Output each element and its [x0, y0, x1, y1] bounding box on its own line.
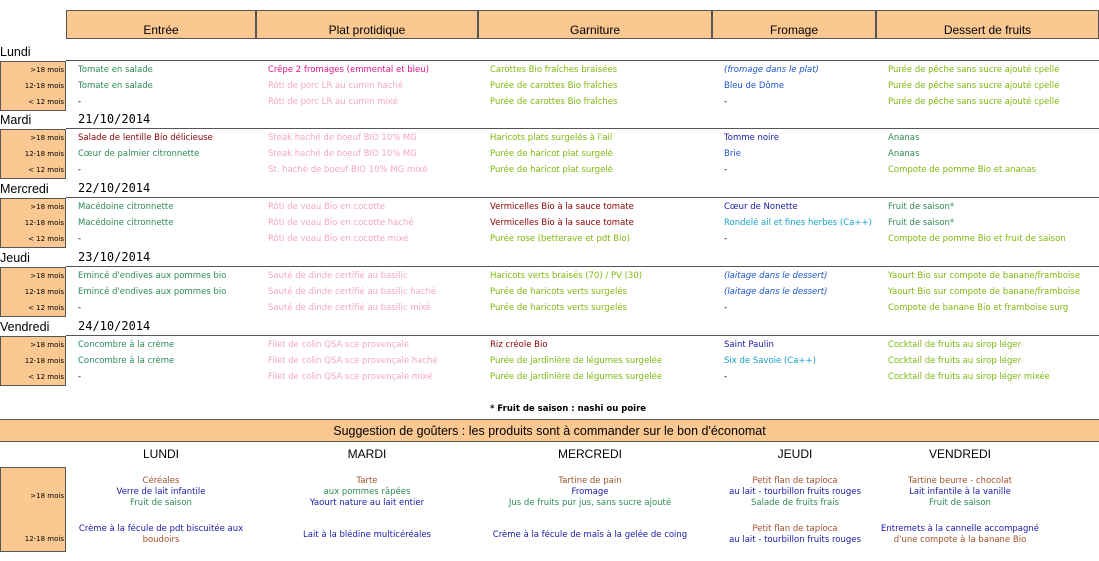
age-label: < 12 mois — [28, 235, 64, 243]
menu-item-entree: - — [78, 234, 82, 244]
header-label: Plat protidique — [328, 23, 406, 37]
menu-item-garniture: Riz créole Bio — [490, 340, 548, 350]
menu-item-entree: - — [78, 165, 82, 175]
menu-item-entree: Emincé d'endives aux pommes bio — [78, 271, 227, 281]
menu-item-garniture: Purée de jardinière de légumes surgelée — [490, 372, 662, 382]
header-label: Dessert de fruits — [943, 23, 1032, 37]
menu-item-plat: Steak haché de boeuf BIO 10% MG — [268, 149, 417, 159]
menu-item-garniture: Carottes Bio fraîches braisées — [490, 65, 618, 75]
snack-day-header: MARDI — [347, 447, 387, 461]
snack-line: Tartine beurre - chocolat — [908, 476, 1012, 486]
menu-item-garniture: Purée de haricots verts surgelés — [490, 287, 627, 297]
menu-item-plat: Steak haché de boeuf BIO 10% MG — [268, 133, 417, 143]
menu-item-garniture: Purée de haricots verts surgelés — [490, 303, 627, 313]
snack-line: aux pommes râpées — [323, 487, 411, 497]
day-label: Mardi — [0, 113, 32, 127]
snack-18 — [860, 476, 1060, 509]
menu-item-fromage: (fromage dans le plat) — [724, 65, 819, 75]
snack-day-header: MERCREDI — [557, 447, 622, 461]
snack-line: Tarte — [356, 476, 378, 486]
menu-item-entree: Tomate en salade — [78, 65, 153, 75]
menu-item-plat: Rôti de porc LR au cumin mixé — [268, 97, 398, 107]
menu-item-dessert: Purée de pêche sans sucre ajouté cpelle — [888, 65, 1060, 75]
menu-item-garniture: Vermicelles Bio à la sauce tomate — [490, 218, 634, 228]
snack-18 — [61, 476, 261, 509]
menu-item-entree: Macédoine citronnette — [78, 202, 174, 212]
snack-title: Suggestion de goûters : les produits sont à commander sur le bon d'économat — [0, 419, 1099, 442]
menu-item-dessert: Compote de banane Bio et framboise surg — [888, 303, 1069, 313]
menu-item-dessert: Ananas — [888, 149, 920, 159]
menu-item-plat: Crêpe 2 fromages (emmental et bleu) — [268, 65, 429, 75]
snack-line: Crème à la fécule de pdt biscuitée aux — [78, 524, 244, 534]
snack-line: Petit flan de tapioca — [752, 476, 838, 486]
snack-age-label: >18 mois — [30, 492, 64, 500]
day-date: 22/10/2014 — [78, 181, 151, 195]
menu-item-dessert: Purée de pêche sans sucre ajouté cpelle — [888, 81, 1060, 91]
snack-line: Jus de fruits pur jus, sans sucre ajouté — [508, 498, 672, 508]
day-label: Mercredi — [0, 182, 49, 196]
day-label: Jeudi — [0, 251, 30, 265]
day-label: Lundi — [0, 45, 31, 59]
snack-12 — [61, 524, 261, 546]
age-label: >18 mois — [30, 134, 64, 142]
menu-item-dessert: Compote de pomme Bio et fruit de saison — [888, 234, 1066, 244]
menu-item-dessert: Yaourt Bio sur compote de banane/framboise — [888, 271, 1081, 281]
menu-item-dessert: Cocktail de fruits au sirop léger — [888, 356, 1022, 366]
menu-item-plat: Rôti de veau Bio en cocotte — [268, 202, 386, 212]
header-fromage — [712, 10, 876, 39]
day-date: 21/10/2014 — [78, 112, 151, 126]
menu-item-entree: Macédoine citronnette — [78, 218, 174, 228]
divider — [66, 128, 1099, 129]
menu-item-garniture: Vermicelles Bio à la sauce tomate — [490, 202, 634, 212]
menu-item-entree: - — [78, 303, 82, 313]
menu-item-plat: St. haché de boeuf BIO 10% MG mixé — [268, 165, 428, 175]
snack-line: Tartine de pain — [558, 476, 622, 486]
menu-item-fromage: Bleu de Dôme — [724, 81, 785, 91]
snack-age-label: 12-18 mois — [24, 535, 64, 543]
menu-item-fromage: - — [724, 165, 728, 175]
menu-item-fromage: (laitage dans le dessert) — [724, 287, 828, 297]
divider — [66, 197, 1099, 198]
snack-line: Lait à la blédine multicéréales — [303, 530, 431, 540]
snack-line: Petit flan de tapioca — [752, 524, 838, 534]
menu-item-plat: Filet de colin QSA sce provençale mixé — [268, 372, 433, 382]
snack-line: Yaourt nature au lait entier — [309, 498, 425, 508]
menu-item-garniture: Haricots verts braisés (70) / PV (30) — [490, 271, 643, 281]
menu-item-fromage: Brie — [724, 149, 741, 159]
snack-line: boudoirs — [142, 535, 180, 545]
age-label: >18 mois — [30, 66, 64, 74]
menu-item-entree: Concombre à la crème — [78, 356, 175, 366]
snack-line: au lait - tourbillon fruits rouges — [729, 535, 861, 545]
menu-item-entree: Concombre à la crème — [78, 340, 175, 350]
menu-item-fromage: - — [724, 303, 728, 313]
snack-18 — [490, 476, 690, 509]
snack-line: Salade de fruits frais — [750, 498, 839, 508]
menu-item-dessert: Cocktail de fruits au sirop léger mixée — [888, 372, 1050, 382]
menu-item-garniture: Purée de carottes Bio fraîches — [490, 97, 618, 107]
menu-item-plat: Rôti de veau Bio en cocotte mixé — [268, 234, 409, 244]
menu-item-fromage: Rondelé ail et fines herbes (Ca++) — [724, 218, 872, 228]
menu-item-entree: Tomate en salade — [78, 81, 153, 91]
snack-18 — [267, 476, 467, 509]
menu-item-dessert: Cocktail de fruits au sirop léger — [888, 340, 1022, 350]
menu-item-plat: Sauté de dinde certifié au basilic — [268, 271, 408, 281]
age-label: 12-18 mois — [24, 150, 64, 158]
snack-line: Fruit de saison — [929, 498, 991, 508]
menu-item-dessert: Purée de pêche sans sucre ajouté cpelle — [888, 97, 1060, 107]
menu-item-entree: Salade de lentille Bio délicieuse — [78, 133, 213, 143]
menu-item-entree: - — [78, 372, 82, 382]
menu-item-fromage: (laitage dans le dessert) — [724, 271, 828, 281]
day-date: 23/10/2014 — [78, 250, 151, 264]
snack-line: Verre de lait infantile — [116, 487, 206, 497]
age-label: < 12 mois — [28, 166, 64, 174]
menu-item-entree: Cœur de palmier citronnette — [78, 149, 200, 159]
snack-line: Entremets à la cannelle accompagné — [881, 524, 1039, 534]
snack-12 — [860, 524, 1060, 546]
menu-item-plat: Filet de colin QSA sce provençale — [268, 340, 410, 350]
snack-day-header: LUNDI — [142, 447, 179, 461]
age-label: >18 mois — [30, 203, 64, 211]
menu-item-plat: Rôti de porc LR au cumin haché — [268, 81, 404, 91]
age-label: 12-18 mois — [24, 219, 64, 227]
snack-12 — [490, 530, 690, 541]
header-plat — [256, 10, 478, 39]
snack-day-header: VENDREDI — [928, 447, 991, 461]
header-label: Entrée — [143, 23, 179, 37]
snack-line: Fruit de saison — [130, 498, 192, 508]
snack-line: au lait - tourbillon fruits rouges — [729, 487, 861, 497]
snack-line: d'une compote à la banane Bio — [893, 535, 1027, 545]
menu-item-fromage: Cœur de Nonette — [724, 202, 798, 212]
menu-item-dessert: Fruit de saison* — [888, 218, 955, 228]
snack-day-header: JEUDI — [777, 447, 813, 461]
menu-item-garniture: Purée de haricot plat surgelé — [490, 149, 613, 159]
header-garniture — [478, 10, 712, 39]
menu-item-fromage: - — [724, 97, 728, 107]
header-dessert — [876, 10, 1099, 39]
menu-item-dessert: Ananas — [888, 133, 920, 143]
menu-item-fromage: - — [724, 234, 728, 244]
menu-item-entree: Emincé d'endives aux pommes bio — [78, 287, 227, 297]
divider — [66, 60, 1099, 61]
divider — [66, 335, 1099, 336]
age-label: >18 mois — [30, 272, 64, 280]
menu-item-fromage: Six de Savoie (Ca++) — [724, 356, 816, 366]
menu-item-garniture: Purée de carottes Bio fraîches — [490, 81, 618, 91]
menu-item-garniture: Purée de jardinière de légumes surgelée — [490, 356, 662, 366]
age-label: < 12 mois — [28, 304, 64, 312]
menu-item-fromage: - — [724, 372, 728, 382]
age-label: < 12 mois — [28, 98, 64, 106]
day-date: 24/10/2014 — [78, 319, 151, 333]
snack-line: Crème à la fécule de maïs à la gelée de coing — [492, 530, 688, 540]
menu-item-garniture: Purée de haricot plat surgelé — [490, 165, 613, 175]
snack-line: Lait infantile à la vanille — [909, 487, 1011, 497]
divider — [66, 266, 1099, 267]
menu-item-plat: Filet de colin QSA sce provençale haché — [268, 356, 438, 366]
age-label: 12-18 mois — [24, 288, 64, 296]
snack-line: Fromage — [571, 487, 609, 497]
snack-12 — [267, 530, 467, 541]
age-label: < 12 mois — [28, 373, 64, 381]
menu-item-plat: Sauté de dinde certifié au basilic haché — [268, 287, 437, 297]
header-label: Garniture — [569, 23, 621, 37]
menu-item-dessert: Fruit de saison* — [888, 202, 955, 212]
menu-item-garniture: Purée rose (betterave et pdt Bio) — [490, 234, 631, 244]
age-label: 12-18 mois — [24, 82, 64, 90]
menu-item-dessert: Compote de pomme Bio et ananas — [888, 165, 1036, 175]
snack-line: Céréales — [142, 476, 180, 486]
menu-item-fromage: Tomme noire — [724, 133, 779, 143]
menu-item-entree: - — [78, 97, 82, 107]
header-entree — [66, 10, 256, 39]
menu-item-plat: Rôti de veau Bio en cocotte haché — [268, 218, 414, 228]
age-label: 12-18 mois — [24, 357, 64, 365]
header-label: Fromage — [769, 23, 819, 37]
menu-item-dessert: Yaourt Bio sur compote de banane/framboise — [888, 287, 1081, 297]
menu-item-garniture: Haricots plats surgelés à l'ail — [490, 133, 613, 143]
menu-item-fromage: Saint Paulin — [724, 340, 774, 350]
age-label: >18 mois — [30, 341, 64, 349]
menu-item-plat: Sauté de dinde certifié au basilic mixé — [268, 303, 431, 313]
footnote: * Fruit de saison : nashi ou poire — [490, 404, 647, 414]
day-label: Vendredi — [0, 320, 50, 334]
